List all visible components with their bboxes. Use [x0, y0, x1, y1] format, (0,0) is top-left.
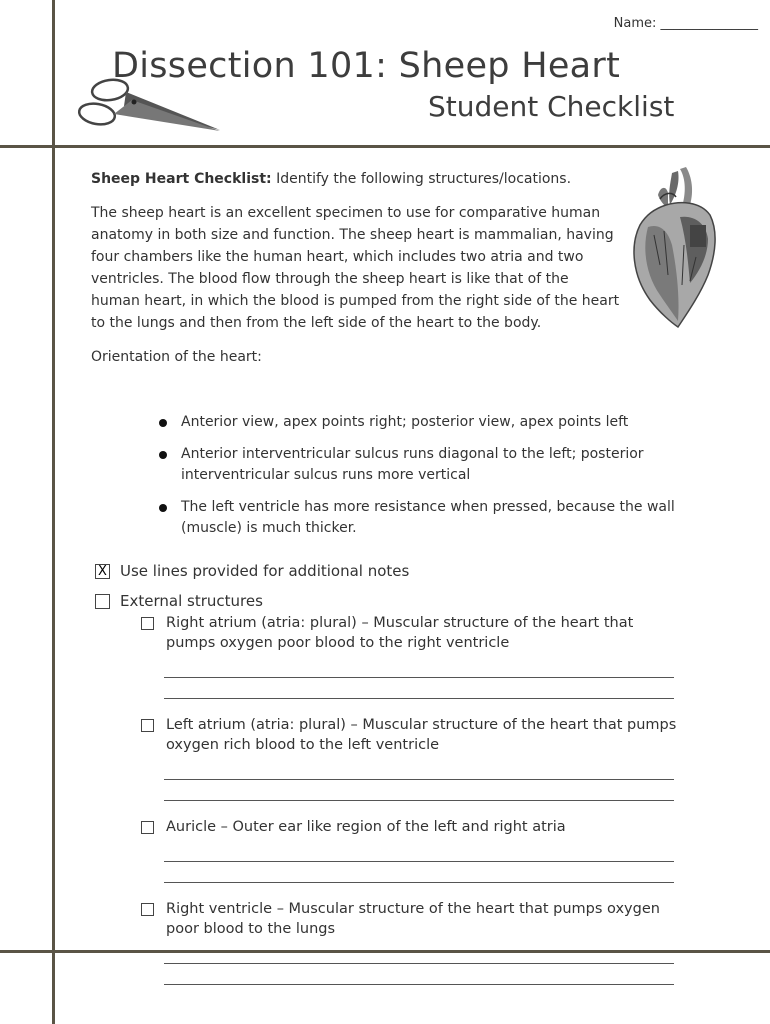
- checkbox[interactable]: [141, 617, 154, 630]
- notes-line[interactable]: [164, 657, 674, 678]
- structure-item-right-atrium: [141, 613, 685, 699]
- bullet-icon: [159, 504, 167, 512]
- checklist-heading: [91, 168, 621, 190]
- list-item: Anterior interventricular sulcus runs diagonal to the left; posterior interventricular sulcus runs more vertical: [155, 444, 675, 486]
- notes-line[interactable]: [164, 759, 674, 780]
- margin-vertical-rule: [52, 0, 55, 1024]
- intro-paragraph: The sheep heart is an excellent specimen to use for comparative human anatomy in both size and function. The sheep heart is mammalian, having four chambers like the human heart, which includes two atria and two ventricles. The blood flow through the sheep heart is like that of the human heart, in which the blood is pumped from the right side of the heart to the lungs and then from the left side of the heart to the body.: [91, 205, 620, 331]
- external-structures-label: External structures: [120, 592, 263, 610]
- checklist-heading-text: Identify the following structures/locations.: [271, 171, 572, 187]
- name-field-label: Name: _______________: [613, 16, 758, 31]
- list-item: Anterior view, apex points right; posterior view, apex points left: [155, 412, 675, 433]
- heart-illustration: [620, 165, 730, 330]
- structure-item-auricle: [141, 817, 685, 883]
- checklist-heading-bold: Sheep Heart Checklist:: [91, 171, 272, 187]
- bullet-icon: [159, 451, 167, 459]
- notes-check-label: Use lines provided for additional notes: [120, 562, 410, 580]
- checklist: [95, 561, 685, 1001]
- notes-line[interactable]: [164, 943, 674, 964]
- notes-line[interactable]: [164, 862, 674, 883]
- structure-label: Auricle – Outer ear like region of the left and right atria: [166, 819, 566, 835]
- page-title: Dissection 101: Sheep Heart: [112, 46, 621, 86]
- checkbox[interactable]: [141, 719, 154, 732]
- checkbox[interactable]: [141, 903, 154, 916]
- structure-item-left-atrium: [141, 715, 685, 801]
- page-subtitle: Student Checklist: [428, 90, 675, 123]
- structure-label: Right atrium (atria: plural) – Muscular structure of the heart that pumps oxygen poor blood to the right ventricle: [166, 615, 634, 651]
- structure-label: Right ventricle – Muscular structure of the heart that pumps oxygen poor blood to the lungs: [166, 901, 660, 937]
- structure-label: Left atrium (atria: plural) – Muscular structure of the heart that pumps oxygen rich blood to the left ventricle: [166, 717, 677, 753]
- intro-section: [91, 168, 621, 368]
- checkbox[interactable]: [141, 821, 154, 834]
- notes-line[interactable]: [164, 964, 674, 985]
- checkbox[interactable]: [95, 594, 110, 609]
- structure-list: [141, 613, 685, 985]
- checkbox-checked[interactable]: X: [95, 564, 110, 579]
- structure-item-right-ventricle: [141, 899, 685, 985]
- header-divider: [0, 145, 770, 148]
- orientation-label: Orientation of the heart:: [91, 349, 262, 365]
- notes-line[interactable]: [164, 841, 674, 862]
- notes-line[interactable]: [164, 780, 674, 801]
- external-structures-check-item[interactable]: [95, 591, 685, 611]
- list-item: The left ventricle has more resistance when pressed, because the wall (muscle) is much thicker.: [155, 497, 675, 539]
- notes-line[interactable]: [164, 678, 674, 699]
- notes-check-item[interactable]: [95, 561, 685, 581]
- orientation-bullet-list: [155, 412, 675, 550]
- bullet-icon: [159, 419, 167, 427]
